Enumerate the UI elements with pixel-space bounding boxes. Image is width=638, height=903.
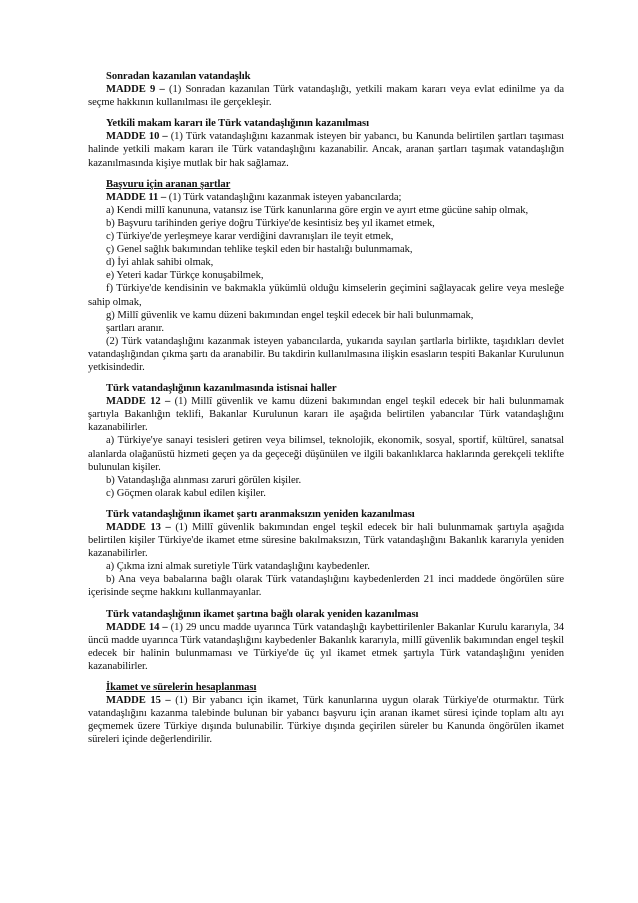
paragraph (88, 256, 564, 269)
paragraph (88, 521, 564, 560)
paragraph (88, 217, 564, 230)
paragraph-text: (1) Sonradan kazanılan Türk vatandaşlığı, yetkili makam kararı veya evlat edinilme ya da seçme hakkının kullanılması ile gerçekleşir. (88, 84, 564, 109)
paragraph (88, 621, 564, 673)
paragraph-text: f) Türkiye'de kendisinin ve bakmakla yükümlü olduğu kimselerin geçimini sağlayacak gelire veya mesleğe sahip olmak, (88, 283, 564, 308)
article-number: MADDE 12 – (106, 396, 171, 408)
paragraph-text: b) Vatandaşlığa alınması zaruri görülen kişiler. (106, 474, 302, 486)
article-section (88, 382, 564, 500)
paragraph (88, 83, 564, 109)
paragraph-text: (1) Bir yabancı için ikamet, Türk kanunlarına uygun olarak Türkiye'de oturmaktır. Türk vatandaşlığını kazanma talebinde bulunan bir yabancı başvuru için aranan ikamet süresi içinde toplam altı ayı geçmemek üzere Türkiye dışında bulunabilir. Türkiye dışında geçirilen süreler bu Kanunda öngörülen ikamet süreleri içinde değerlendirilir. (88, 695, 564, 746)
section-title-text: İkamet ve sürelerin hesaplanması (106, 682, 257, 694)
paragraph (88, 130, 564, 169)
article-number: MADDE 14 – (106, 621, 168, 633)
paragraph-text: a) Türkiye'ye sanayi tesisleri getiren veya bilimsel, teknolojik, ekonomik, sosyal, sportif, kültürel, sanatsal alanlarda olağanüstü hizmeti geçen ya da geçeceği düşünülen ve ilgili bakanlıklarca haklarında gerekçeli teklifte bulunulan kişiler. (88, 435, 564, 473)
paragraph (88, 434, 564, 473)
paragraph (88, 230, 564, 243)
paragraph (88, 243, 564, 256)
article-section (88, 681, 564, 746)
article-number: MADDE 15 – (106, 695, 171, 707)
paragraph (88, 335, 564, 374)
paragraph (88, 191, 564, 204)
paragraph-text: d) İyi ahlak sahibi olmak, (106, 257, 214, 269)
paragraph-text: şartları aranır. (106, 322, 165, 334)
paragraph (88, 269, 564, 282)
paragraph-text: b) Ana veya babalarına bağlı olarak Türk vatandaşlığını kaybedenlerden 21 inci maddede öngörülen süre içerisinde seçme hakkını kullanmayanlar. (88, 574, 564, 599)
article-number: MADDE 9 – (106, 84, 165, 96)
article-section (88, 117, 564, 169)
section-title: Sonradan kazanılan vatandaşlık (106, 71, 251, 82)
paragraph (88, 204, 564, 217)
paragraph-text: (1) Türk vatandaşlığını kazanmak isteyen yabancılarda; (166, 191, 402, 203)
paragraph (88, 395, 564, 434)
article-section (88, 608, 564, 673)
article-number: MADDE 13 – (106, 522, 171, 533)
paragraph-text: g) Millî güvenlik ve kamu düzeni bakımından engel teşkil edecek bir hali bulunmamak, (106, 309, 474, 321)
paragraph (88, 694, 564, 746)
section-title (88, 178, 564, 191)
paragraph (88, 309, 564, 322)
document-body (88, 70, 564, 755)
paragraph-text: c) Göçmen olarak kabul edilen kişiler. (106, 487, 266, 499)
paragraph (88, 322, 564, 335)
paragraph (88, 573, 564, 599)
paragraph (88, 474, 564, 487)
article-section (88, 178, 564, 374)
section-title: Yetkili makam kararı ile Türk vatandaşlığının kazanılması (106, 118, 370, 130)
paragraph-text: (2) Türk vatandaşlığını kazanmak isteyen yabancılarda, yukarıda sayılan şartlarla birlikte, taşıdıkları devlet vatandaşlığından çıkma şartı da aranabilir. Bu takdirin kullanılmasına ilişkin esasların tespiti Bakanlar Kurulunun yetkisindedir. (88, 335, 564, 373)
paragraph (88, 560, 564, 573)
paragraph-text: (1) Millî güvenlik ve kamu düzeni bakımından engel teşkil edecek bir hali bulunmamak şartıyla Bakanlığın teklifi, Bakanlar Kurulunun kararı ile aşağıda belirtilen yabancılar Türk vatandaşlığını kazanabilirler. (88, 396, 564, 434)
paragraph-text: e) Yeteri kadar Türkçe konuşabilmek, (106, 270, 264, 282)
paragraph-text: b) Başvuru tarihinden geriye doğru Türkiye'de kesintisiz beş yıl ikamet etmek, (106, 217, 435, 229)
section-title: Türk vatandaşlığının ikamet şartı aranmaksızın yeniden kazanılması (106, 508, 415, 520)
paragraph (88, 282, 564, 308)
section-title: Türk vatandaşlığının kazanılmasında istisnai haller (106, 383, 337, 395)
paragraph-text: a) Çıkma izni almak suretiyle Türk vatandaşlığını kaybedenler. (106, 561, 370, 573)
paragraph-text: c) Türkiye'de yerleşmeye karar verdiğini davranışları ile teyit etmek, (106, 231, 394, 243)
section-title: Türk vatandaşlığının ikamet şartına bağlı olarak yeniden kazanılması (106, 608, 419, 620)
paragraph (88, 487, 564, 500)
article-number: MADDE 11 – (106, 191, 167, 203)
paragraph-text: (1) Millî güvenlik bakımından engel teşkil edecek bir hali bulunmamak şartıyla aşağıda belirtilen kişiler Türkiye'de ikamet etme süresine bakılmaksızın, Türk vatandaşlığını Bakanlık kararıyla yeniden kazanabilirler. (88, 522, 564, 560)
article-number: MADDE 10 – (106, 131, 168, 143)
paragraph-text: ç) Genel sağlık bakımından tehlike teşkil eden bir hastalığı bulunmamak, (106, 244, 413, 256)
section-title (88, 681, 564, 694)
paragraph-text: (1) 29 uncu madde uyarınca Türk vatandaşlığı kaybettirilenler Bakanlar Kurulu kararıyla, 34 üncü madde uyarınca Türk vatandaşlığını kaybedenler Bakanlık kararıyla, millî güvenlik bakımından engel teşkil edecek bir halinin bulunmaması ve Türkiye'de üç yıl ikamet etmek şartıyla Türk vatandaşlığını yeniden kazanabilirler. (88, 621, 564, 672)
section-title-text: Başvuru için aranan şartlar (106, 178, 231, 190)
paragraph-text: a) Kendi millî kanununa, vatansız ise Türk kanunlarına göre ergin ve ayırt etme gücüne sahip olmak, (106, 204, 529, 216)
article-section (88, 508, 564, 600)
article-section (88, 70, 564, 109)
paragraph-text: (1) Türk vatandaşlığını kazanmak isteyen bir yabancı, bu Kanunda belirtilen şartları taşıması halinde yetkili makam kararı ile Türk vatandaşlığını kazanabilir. Ancak, aranan şartları taşımak vatandaşlığın kazanılmasında kişiye mutlak bir hak sağlamaz. (88, 131, 564, 169)
